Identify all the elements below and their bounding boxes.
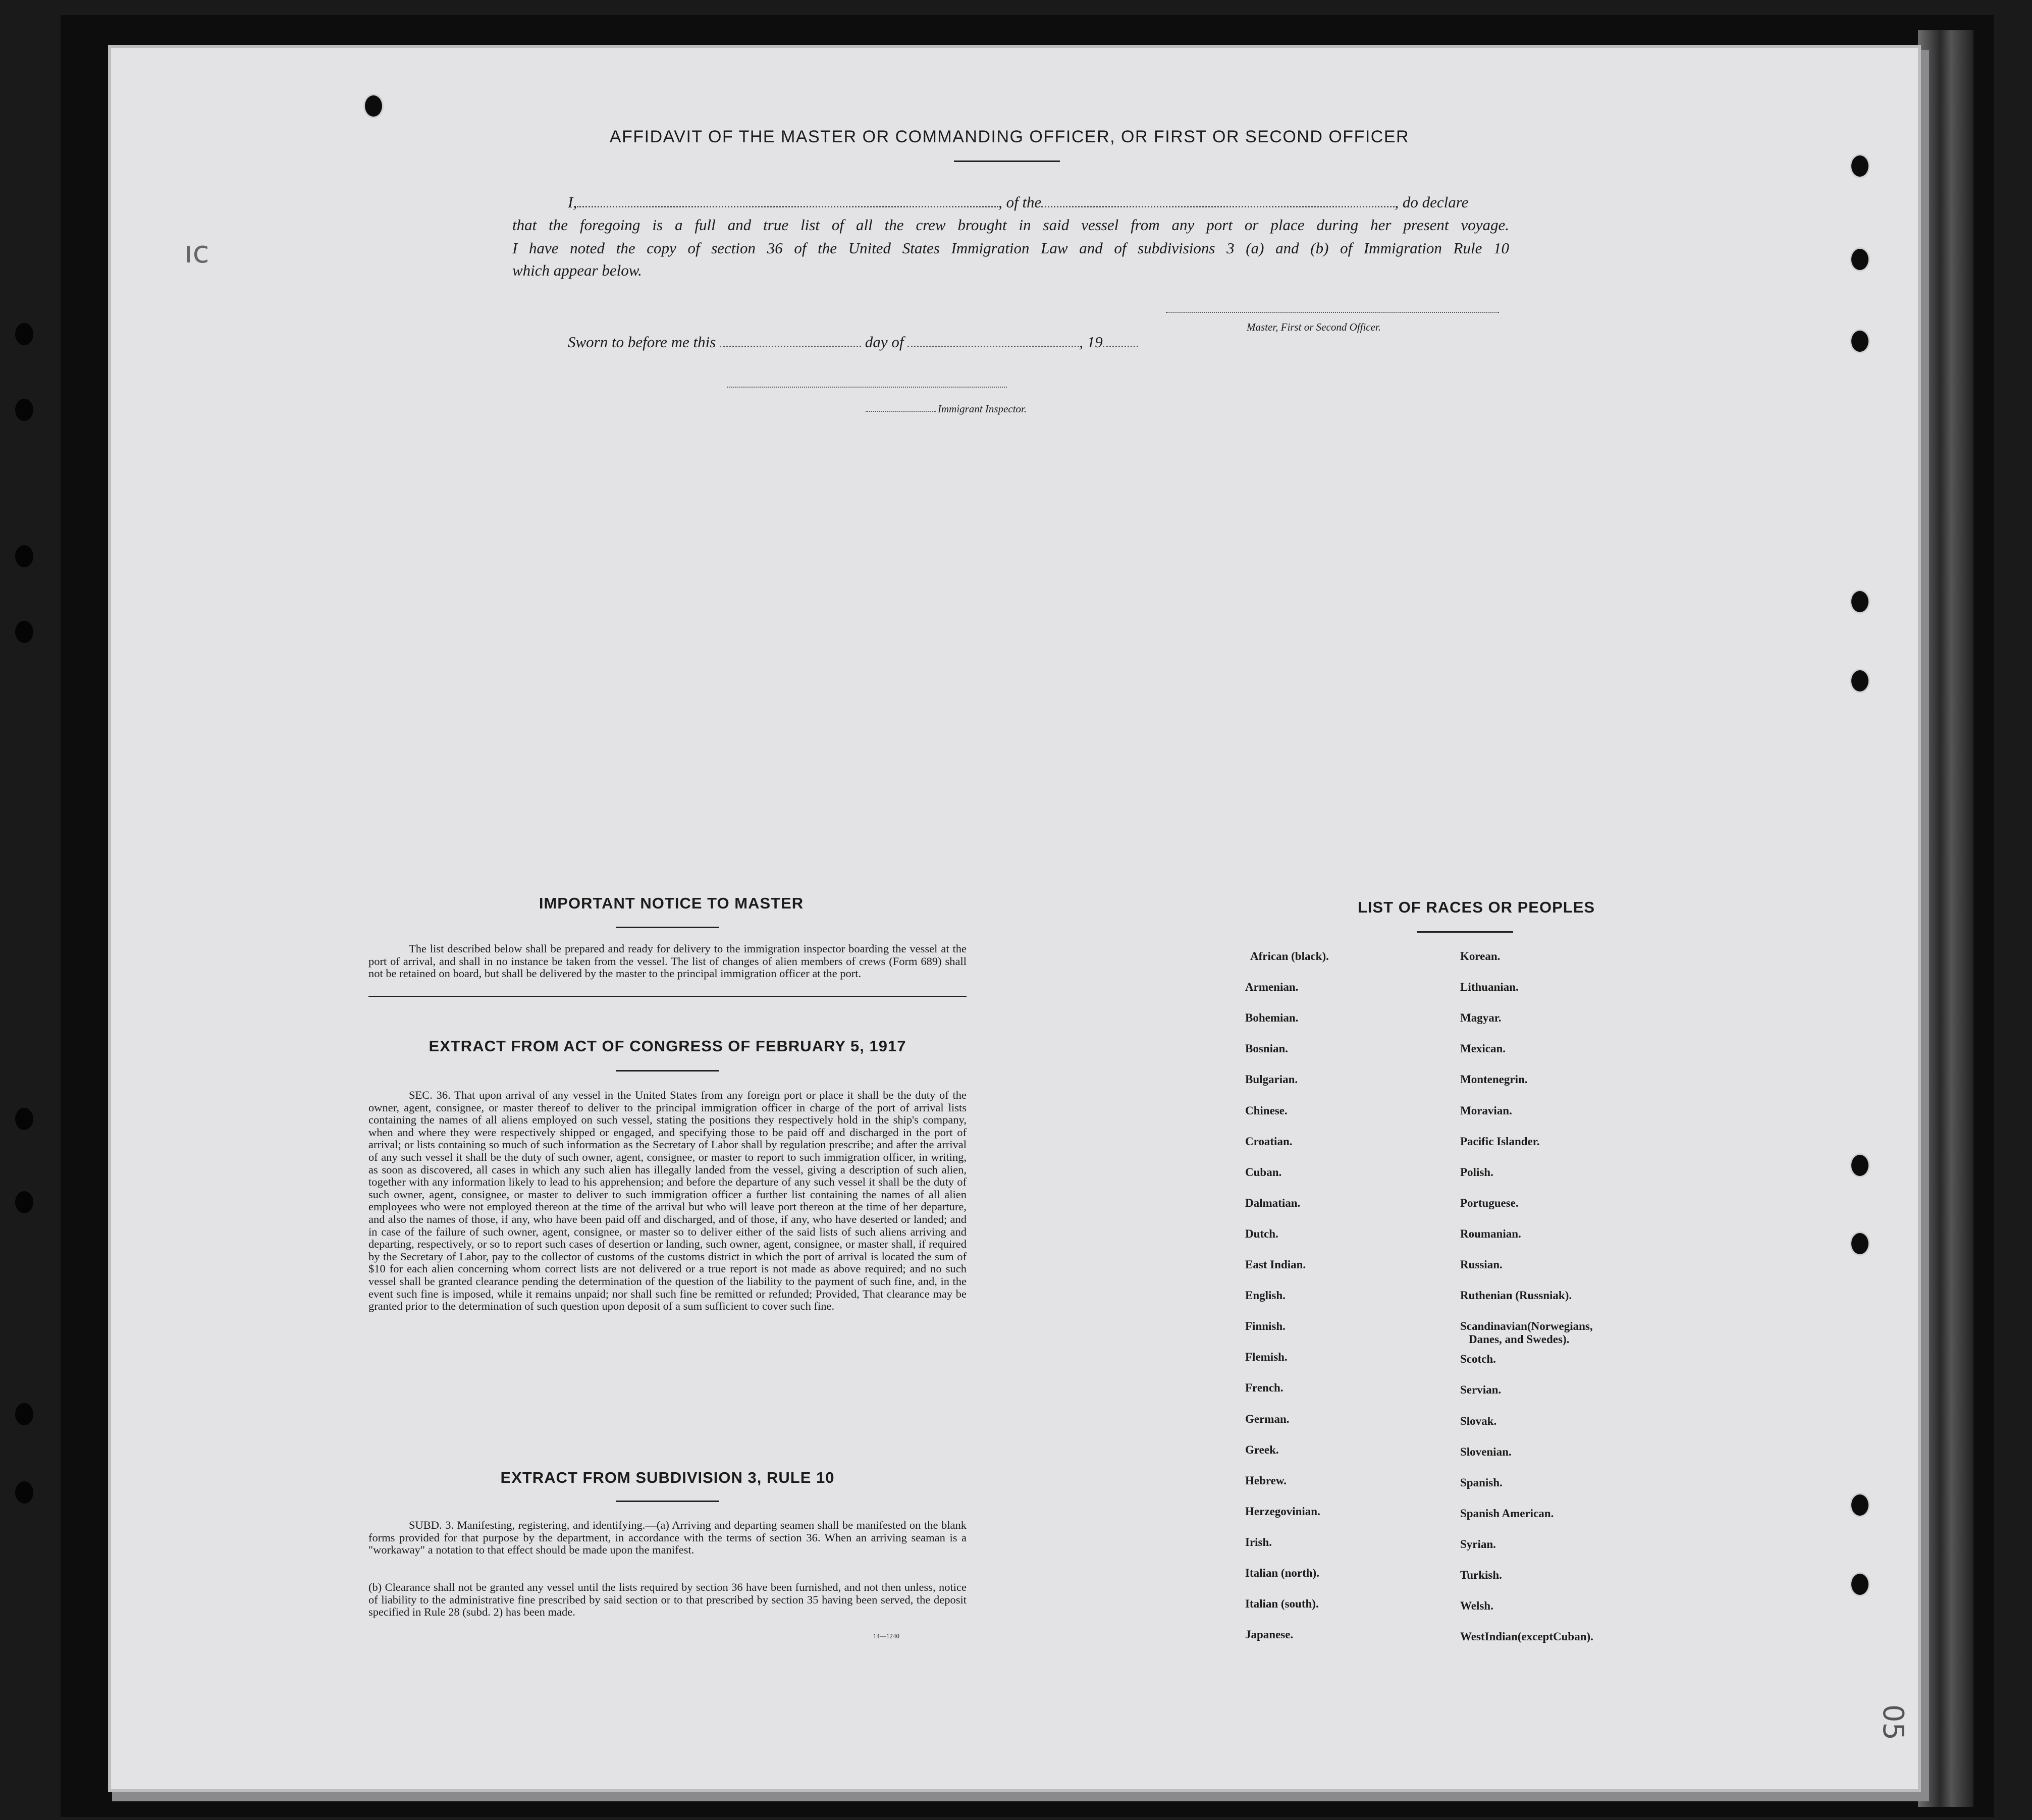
declaration-text-1: that the foregoing is a full and true list of all the crew brought in said vessel from any port or place during her present voyage. <box>512 216 1509 234</box>
notice-text: The list described below shall be prepared and ready for delivery to the immigration inspector boarding the vessel at the port of arrival, and shall in no instance be taken from the vessel. The list of changes of alien members of crews (Form 689) shall not be retained on board, but shall be delivered by the master to the principal immigration officer at the port. <box>368 942 967 980</box>
binding-hole <box>15 399 33 421</box>
binding-hole <box>15 545 33 567</box>
race-item: Magyar. <box>1460 1011 1502 1025</box>
race-item: Danes, and Swedes). <box>1469 1333 1570 1346</box>
name-field[interactable] <box>577 206 998 207</box>
punch-hole <box>1850 329 1870 353</box>
race-item: Armenian. <box>1245 981 1299 994</box>
declaration-suffix: , do declare <box>1395 193 1469 211</box>
declaration-text-2: I have noted the copy of section 36 of the United States Immigration Law and of subdivisions 3 (a) and (b) of Immigration Rule 10 <box>512 239 1509 257</box>
race-item: Flemish. <box>1245 1351 1288 1364</box>
race-item: Irish. <box>1245 1535 1272 1548</box>
race-item: Bulgarian. <box>1245 1073 1298 1086</box>
sworn-year-field[interactable] <box>1103 346 1138 347</box>
race-item: Moravian. <box>1460 1104 1512 1117</box>
race-item: Turkish. <box>1460 1569 1502 1581</box>
race-item: Herzegovinian. <box>1245 1505 1320 1518</box>
sworn-line <box>568 333 1138 351</box>
race-item: Mexican. <box>1460 1042 1506 1055</box>
binding-hole <box>15 1481 33 1504</box>
inspector-signature-label: Immigrant Inspector. <box>938 403 1027 415</box>
race-item: Cuban. <box>1245 1165 1282 1179</box>
notice-divider <box>368 996 967 997</box>
master-signature-label: Master, First or Second Officer. <box>1247 321 1381 333</box>
form-number: 14—1240 <box>873 1632 899 1640</box>
binding-hole <box>15 1108 33 1130</box>
race-item: Polish. <box>1460 1165 1493 1179</box>
race-item: Syrian. <box>1460 1537 1496 1550</box>
race-item: Finnish. <box>1245 1320 1286 1333</box>
section-36-text: SEC. 36. That upon arrival of any vessel in the United States from any foreign port or place it shall be the duty of the owner, agent, consignee, or master thereof to deliver to the principal immigration officer in charge of the port of arrival lists containing the names of all aliens employed on such vessel, stating the positions they respectively hold in the ship's company, when and where they were respectively shipped or engaged, and specifying those to be paid off and discharged in the port of arrival; or lists containing so much of such information as the Secretary of Labor shall by regulation prescribe; and after the arrival of any such vessel it shall be the duty of such owner, agent, consignee, or master to report to such immigration officer, in writing, as soon as discovered, all cases in which any such alien has illegally landed from the vessel, giving a description of such alien, together with any information likely to lead to his apprehension; and before the departure of any such vessel it shall be the duty of such owner, agent, consignee, or master to deliver to such immigration officer a further list containing the names of all alien employees who were not employed thereon at the time of the arrival but who will leave port thereon at the time of her departure, and also the names of those, if any, who have been paid off and discharged, and of those, if any, who have deserted or landed; and in case of the failure of such owner, agent, consignee, or master so to deliver either of the said lists of such aliens arriving and departing, respectively, or so to report such cases of desertion or landing, such owner, agent, consignee, or master shall, if required by the Secretary of Labor, pay to the collector of customs of the customs district in which the port of arrival is located the sum of $10 for each alien concerning whom correct lists are not delivered or a true report is not made as above required; and no such vessel shall be granted clearance pending the determination of the question of the liability to the payment of such fine, and, in the event such fine is imposed, while it remains unpaid; nor shall such fine be remitted or refunded; Provided, That clearance may be granted prior to the determination of such question upon deposit of a sum sufficient to cover such fine. <box>368 1089 967 1313</box>
race-item: Croatian. <box>1245 1135 1293 1148</box>
race-item: Bosnian. <box>1245 1042 1289 1055</box>
race-item: Spanish. <box>1460 1476 1503 1489</box>
race-item: Servian. <box>1460 1383 1502 1397</box>
binding-hole <box>15 1191 33 1213</box>
race-item: Greek. <box>1245 1443 1279 1456</box>
race-item: Russian. <box>1460 1258 1503 1271</box>
sworn-month-field[interactable] <box>907 346 1079 347</box>
race-item: English. <box>1245 1289 1286 1302</box>
binding-hole <box>15 323 33 345</box>
race-item: Ruthenian (Russniak). <box>1460 1289 1572 1302</box>
sworn-prefix: Sworn to before me this <box>568 333 716 351</box>
sworn-day-field[interactable] <box>720 346 861 347</box>
sworn-year-label: , 19 <box>1079 333 1103 351</box>
race-item: Slovenian. <box>1460 1445 1512 1458</box>
subdivision-b-text: (b) Clearance shall not be granted any vessel until the lists required by section 36 have been furnished, and not then unless, notice of liability to the administrative fine prescribed by said section or to that prescribed by section 35 having been served, the deposit specified in Rule 28 (subd. 2) has been made. <box>368 1581 967 1619</box>
race-item: Dalmatian. <box>1245 1196 1301 1209</box>
races-rule <box>1417 931 1513 933</box>
binding-hole <box>15 621 33 643</box>
race-item: Japanese. <box>1245 1628 1294 1641</box>
punch-hole <box>1850 1232 1870 1256</box>
punch-hole <box>1850 1493 1870 1517</box>
affidavit-title: AFFIDAVIT OF THE MASTER OR COMMANDING OFFICER, OR FIRST OR SECOND OFFICER <box>609 127 1410 146</box>
act-heading: EXTRACT FROM ACT OF CONGRESS OF FEBRUARY 5, 1917 <box>429 1037 906 1055</box>
inspector-label-leader <box>866 411 936 412</box>
race-item: Welsh. <box>1460 1599 1493 1613</box>
race-item: WestIndian(exceptCuban). <box>1460 1630 1593 1643</box>
notice-heading: IMPORTANT NOTICE TO MASTER <box>539 894 804 912</box>
margin-annotation: ıc <box>184 235 209 270</box>
race-item: Lithuanian. <box>1460 981 1519 994</box>
race-item: Hebrew. <box>1245 1474 1287 1487</box>
margin-annotation: 05 <box>1877 1704 1910 1741</box>
inspector-signature-line[interactable] <box>727 387 1007 388</box>
rule-rule <box>616 1501 719 1502</box>
race-item: Roumanian. <box>1460 1227 1521 1240</box>
race-item: Italian (north). <box>1245 1567 1319 1579</box>
race-item: Scotch. <box>1460 1353 1496 1366</box>
race-item: Italian (south). <box>1245 1597 1319 1611</box>
race-item: Bohemian. <box>1245 1011 1299 1025</box>
race-item: East Indian. <box>1245 1258 1306 1271</box>
declaration-line <box>568 193 1517 211</box>
vessel-field[interactable] <box>1041 206 1395 207</box>
sworn-day-label: day of <box>865 333 904 351</box>
master-signature-line[interactable] <box>1166 312 1499 313</box>
punch-hole <box>1850 1572 1870 1596</box>
declaration-prefix: I, <box>568 193 577 211</box>
race-item: Spanish American. <box>1460 1507 1554 1520</box>
punch-hole <box>1850 1153 1870 1177</box>
subdivision-a-text: SUBD. 3. Manifesting, registering, and identifying.—(a) Arriving and departing seamen shall be manifested on the blank forms provided for that purpose by the department, in accordance with the terms of section 36. When an arriving seaman is a "workaway" a notation to that effect should be made upon the manifest. <box>368 1519 967 1557</box>
race-item: French. <box>1245 1381 1284 1395</box>
punch-hole <box>1850 669 1870 693</box>
race-item: Dutch. <box>1245 1227 1278 1240</box>
notice-rule <box>616 927 719 928</box>
race-item: Scandinavian(Norwegians, <box>1460 1320 1593 1333</box>
race-item: German. <box>1245 1412 1290 1425</box>
race-item: Chinese. <box>1245 1104 1288 1117</box>
punch-hole <box>1850 247 1870 272</box>
race-item: Montenegrin. <box>1460 1073 1528 1086</box>
punch-hole <box>1850 154 1870 178</box>
race-item: Pacific Islander. <box>1460 1135 1540 1148</box>
declaration-mid: , of the <box>998 193 1042 211</box>
title-rule <box>954 160 1060 162</box>
punch-hole <box>363 94 384 118</box>
declaration-text-3: which appear below. <box>512 261 642 279</box>
race-item: African (black). <box>1250 950 1329 962</box>
stacked-page-edges <box>1918 30 1973 1807</box>
race-item: Portuguese. <box>1460 1196 1519 1209</box>
rule-heading: EXTRACT FROM SUBDIVISION 3, RULE 10 <box>500 1469 835 1486</box>
races-heading: LIST OF RACES OR PEOPLES <box>1357 898 1595 916</box>
race-item: Korean. <box>1460 950 1501 962</box>
race-item: Slovak. <box>1460 1414 1497 1427</box>
punch-hole <box>1850 590 1870 614</box>
act-rule <box>616 1070 719 1072</box>
binding-hole <box>15 1403 33 1425</box>
